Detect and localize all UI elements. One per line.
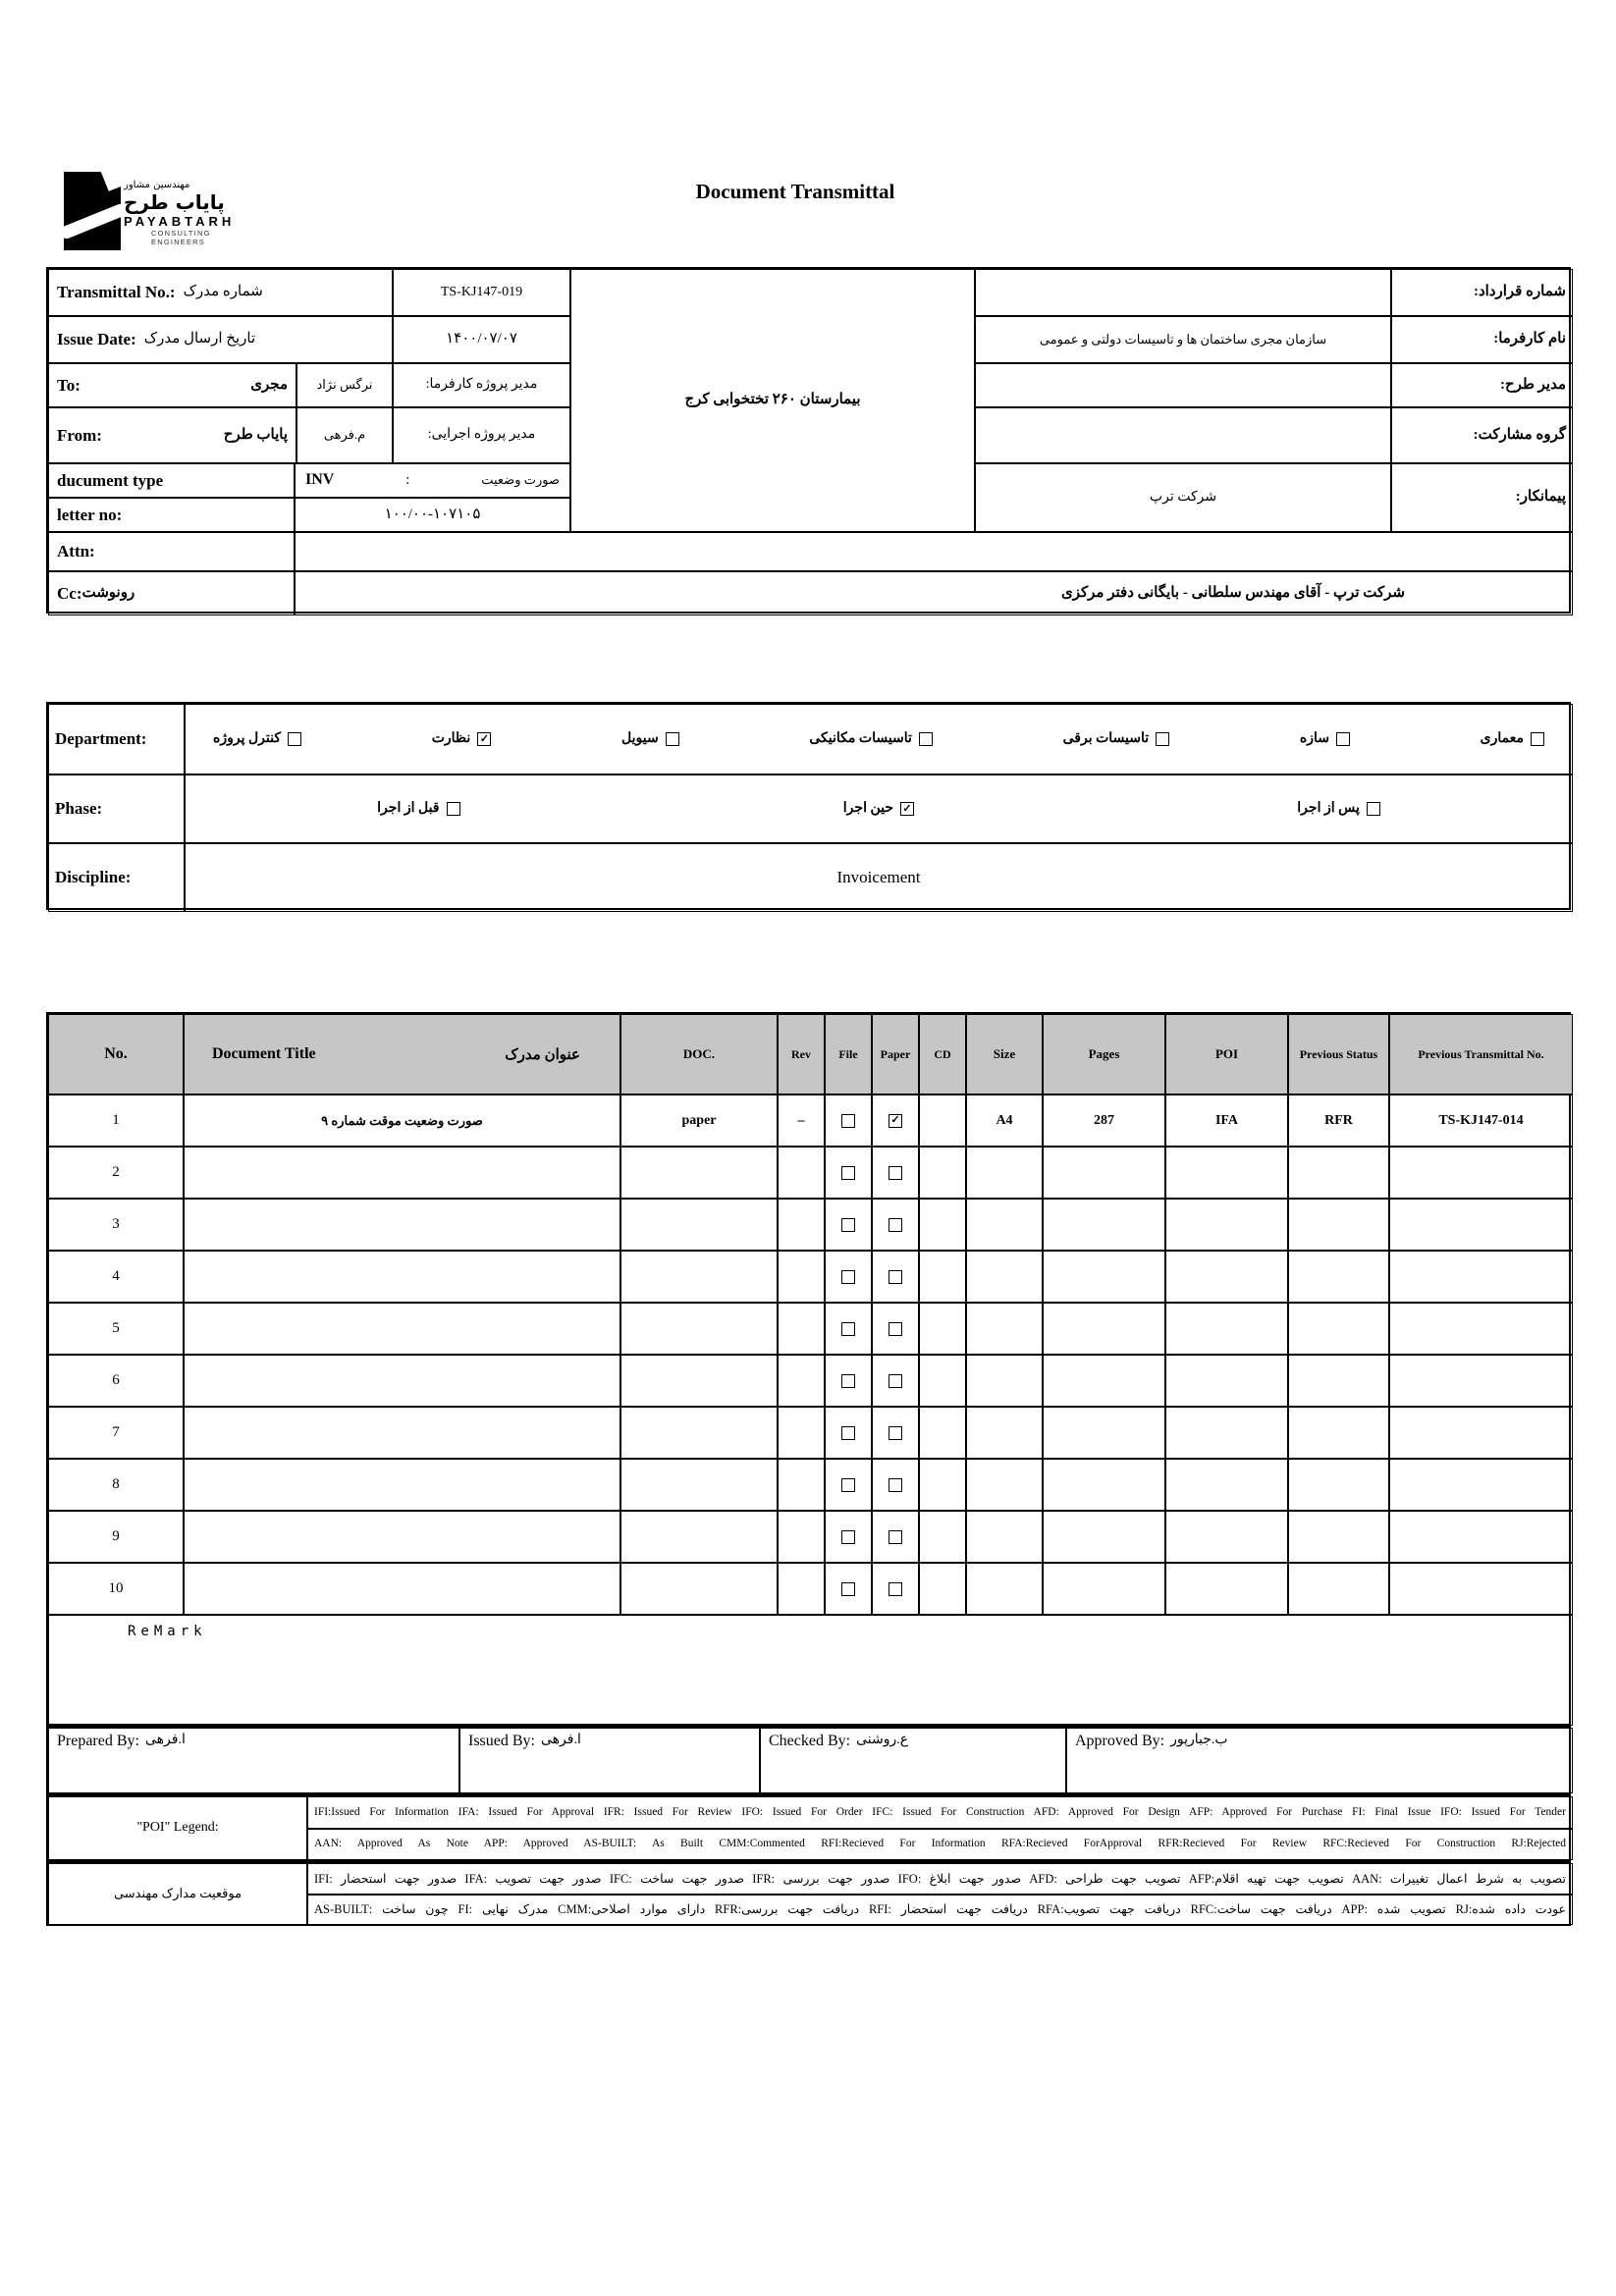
- col-header-pages: Pages: [1043, 1014, 1165, 1095]
- checkbox-pas-az-ejra[interactable]: [1367, 802, 1380, 816]
- prepared-by-cell: [48, 1728, 459, 1793]
- col-header-no: No.: [48, 1014, 184, 1095]
- letter-no-label: letter no:: [48, 498, 295, 532]
- transmittal-no-label-cell: [48, 269, 393, 316]
- checked-by-name: ع.روشنی: [856, 1733, 909, 1747]
- table-row: 5: [48, 1303, 1573, 1355]
- cc-label-fa: رونوشت: [81, 584, 135, 601]
- approved-by-cell: [1066, 1728, 1573, 1793]
- contractor-label: پیمانکار:: [1391, 463, 1573, 532]
- logo-fa-small: مهندسین مشاور: [124, 180, 190, 190]
- file-checkbox[interactable]: [841, 1478, 855, 1492]
- contract-no-value: [975, 269, 1391, 316]
- poi-legend-label: "POI" Legend:: [48, 1796, 307, 1860]
- cc-label-en: Cc:: [57, 583, 82, 603]
- transmittal-no-value: TS-KJ147-019: [393, 269, 570, 316]
- attn-value: [295, 532, 1573, 571]
- paper-checkbox[interactable]: [889, 1582, 902, 1596]
- letter-no-value: ۱۰۰/۰۰-۱۰۷۱۰۵: [295, 498, 570, 532]
- client-name-value: سازمان مجری ساختمان ها و تاسیسات دولتی و عمومی: [975, 316, 1391, 363]
- issue-date-label-cell: [48, 316, 393, 363]
- phase-options: [185, 774, 1573, 843]
- doctype-sep: :: [405, 471, 410, 488]
- fa-legend-table: [46, 1861, 1571, 1926]
- logo-swoosh-icon: [58, 202, 129, 240]
- poi-legend-en-line1: IFI:Issued For Information IFA: Issued For Approval IFR: Issued For Review IFO: Issued For Order IFC: Issued For Construction AFD: Approved For Design AFP: Approved For Purchase FI: Final Issue IFO: Issued For Tender: [307, 1796, 1573, 1829]
- to-name: نرگس نژاد: [296, 363, 393, 407]
- to-label-en: To:: [57, 375, 81, 395]
- col-header-cd: CD: [919, 1014, 966, 1095]
- phase-item-hin-ejra: ✓ حین اجرا: [843, 801, 914, 817]
- issued-by-label: Issued By:: [468, 1733, 535, 1749]
- fa-legend-label: موقعیت مدارک مهندسی: [48, 1863, 307, 1925]
- phase-item-ghabl-az-ejra: قبل از اجرا: [377, 801, 459, 817]
- phase-item-pas-az-ejra: پس از اجرا: [1297, 801, 1380, 817]
- checkbox-mekaniki[interactable]: [919, 732, 933, 746]
- client-name-label: نام کارفرما:: [1391, 316, 1573, 363]
- paper-checkbox[interactable]: [889, 1322, 902, 1336]
- department-item-sazeh: سازه: [1300, 731, 1350, 747]
- classification-table: [46, 702, 1571, 910]
- table-row: 8: [48, 1459, 1573, 1511]
- col-header-prev-transmittal: Previous Transmittal No.: [1389, 1014, 1573, 1095]
- transmittal-no-label-en: Transmittal No.:: [57, 283, 176, 302]
- approved-by-label: Approved By:: [1075, 1733, 1165, 1749]
- department-item-control-prozheh: کنترل پروژه: [213, 731, 301, 747]
- phase-label: Phase:: [48, 774, 185, 843]
- col-header-poi: POI: [1165, 1014, 1288, 1095]
- discipline-value: Invoicement: [185, 843, 1573, 912]
- approved-by-name: ب.جبارپور: [1170, 1733, 1228, 1747]
- issued-by-name: ا.فرهی: [541, 1733, 581, 1747]
- design-manager-label: مدیر طرح:: [1391, 363, 1573, 407]
- file-checkbox[interactable]: [841, 1218, 855, 1232]
- department-item-nezarat: ✓ نظارت: [432, 731, 492, 747]
- table-row: 4: [48, 1251, 1573, 1303]
- fa-legend-line1: تصویب به شرط اعمال تغییرات :AAN تصویب جهت تهیه اقلام:AFP تصویب جهت طراحی :AFD صدور جهت ابلاغ :IFO صدور جهت بررسی :IFR صدور جهت ساخت :IFC صدور جهت تصویب :IFA صدور جهت استحضار :IFI: [307, 1863, 1573, 1895]
- paper-checkbox[interactable]: [889, 1374, 902, 1388]
- table-row: 2: [48, 1147, 1573, 1199]
- remark-cell: ReMark: [48, 1615, 1573, 1726]
- department-item-mekaniki: تاسیسات مکانیکی: [809, 731, 933, 747]
- issue-date-label-fa: تاریخ ارسال مدرک: [143, 331, 256, 347]
- checkbox-hin-ejra[interactable]: ✓: [900, 802, 914, 816]
- col-header-file: File: [825, 1014, 872, 1095]
- table-row: 3: [48, 1199, 1573, 1251]
- transmittal-info-table: [46, 267, 1571, 614]
- paper-checkbox[interactable]: [889, 1478, 902, 1492]
- to-label-fa: مجری: [250, 376, 288, 393]
- documents-table-header-row: [48, 1014, 1573, 1095]
- from-role: مدیر پروژه اجرایی:: [393, 407, 570, 463]
- to-label-cell: [48, 363, 296, 407]
- doctype-value-cell: [295, 463, 570, 498]
- file-checkbox[interactable]: [841, 1582, 855, 1596]
- paper-checkbox[interactable]: [889, 1270, 902, 1284]
- signatures-row: [46, 1726, 1571, 1794]
- file-checkbox[interactable]: [841, 1322, 855, 1336]
- checkbox-nezarat[interactable]: ✓: [477, 732, 491, 746]
- logo-en-big: PAYABTARH: [124, 214, 236, 229]
- col-header-title: Document Title عنوان مدرک: [184, 1014, 620, 1095]
- contractor-value: شرکت ترپ: [975, 463, 1391, 532]
- col-header-paper: Paper: [872, 1014, 919, 1095]
- design-manager-value: [975, 363, 1391, 407]
- table-row: 1 صورت وضعیت موقت شماره ۹ paper – ✓ A4 287 IFA RFR TS-KJ147-014: [48, 1095, 1573, 1147]
- doctype-value-en: INV: [305, 471, 335, 489]
- checkbox-civil[interactable]: [666, 732, 679, 746]
- from-label-fa: پایاب طرح: [223, 426, 288, 443]
- checkbox-barghi[interactable]: [1156, 732, 1169, 746]
- page-title: Document Transmittal: [695, 180, 895, 203]
- col-header-doc: DOC.: [620, 1014, 778, 1095]
- department-item-barghi: تاسیسات برقی: [1063, 731, 1170, 747]
- doctype-label: ducument type: [48, 463, 295, 498]
- file-checkbox[interactable]: [841, 1270, 855, 1284]
- paper-checkbox-cell: [872, 1095, 919, 1147]
- payabtarh-logo-icon: [64, 172, 121, 250]
- doctype-value-fa: صورت وضعیت: [481, 472, 560, 488]
- file-checkbox-cell: [825, 1095, 872, 1147]
- checked-by-label: Checked By:: [769, 1733, 851, 1749]
- poi-legend-table: [46, 1794, 1571, 1861]
- prepared-by-label: Prepared By:: [57, 1733, 139, 1749]
- documents-table: [46, 1012, 1571, 1726]
- prepared-by-name: ا.فرهی: [144, 1733, 186, 1747]
- paper-checkbox[interactable]: ✓: [889, 1114, 902, 1128]
- department-item-memari: معماری: [1481, 731, 1544, 747]
- jv-group-value: [975, 407, 1391, 463]
- col-header-rev: Rev: [778, 1014, 825, 1095]
- col-header-prev-status: Previous Status: [1288, 1014, 1389, 1095]
- table-row: 7: [48, 1407, 1573, 1459]
- cc-value: شرکت ترپ - آقای مهندس سلطانی - بایگانی دفتر مرکزی: [295, 571, 1573, 615]
- paper-checkbox[interactable]: [889, 1426, 902, 1440]
- issue-date-value: ۱۴۰۰/۰۷/۰۷: [393, 316, 570, 363]
- contract-no-label: شماره قرارداد:: [1391, 269, 1573, 316]
- logo-en-small: CONSULTING ENGINEERS: [151, 229, 211, 246]
- jv-group-label: گروه مشارکت:: [1391, 407, 1573, 463]
- poi-legend-en-line2: AAN: Approved As Note APP: Approved AS-BUILT: As Built CMM:Commented RFI:Recieved For Information RFA:Recieved ForApproval RFR:Recieved For Review RFC:Recieved For Construction RJ:Rejected: [307, 1829, 1573, 1860]
- transmittal-no-label-fa: شماره مدرک: [183, 284, 263, 300]
- table-row: 9: [48, 1511, 1573, 1563]
- attn-label: Attn:: [48, 532, 295, 571]
- from-label-en: From:: [57, 425, 102, 445]
- department-label: Department:: [48, 704, 185, 774]
- file-checkbox[interactable]: [841, 1426, 855, 1440]
- from-label-cell: [48, 407, 296, 463]
- project-name-cell: بیمارستان ۲۶۰ تختخوابی کرج: [570, 269, 975, 532]
- paper-checkbox[interactable]: [889, 1218, 902, 1232]
- checkbox-control-prozheh[interactable]: [288, 732, 301, 746]
- logo-fa-big: پایاب طرح: [124, 190, 225, 214]
- to-role: مدیر پروژه کارفرما:: [393, 363, 570, 407]
- paper-checkbox[interactable]: [889, 1530, 902, 1544]
- issued-by-cell: [459, 1728, 760, 1793]
- department-item-civil: سیویل: [621, 731, 679, 747]
- table-row: 10: [48, 1563, 1573, 1615]
- file-checkbox[interactable]: [841, 1114, 855, 1128]
- logo-text-block: [124, 180, 242, 246]
- issue-date-label-en: Issue Date:: [57, 330, 136, 349]
- checkbox-memari[interactable]: [1531, 732, 1544, 746]
- checkbox-ghabl-az-ejra[interactable]: [447, 802, 460, 816]
- paper-checkbox[interactable]: [889, 1166, 902, 1180]
- file-checkbox[interactable]: [841, 1374, 855, 1388]
- file-checkbox[interactable]: [841, 1166, 855, 1180]
- checkbox-sazeh[interactable]: [1336, 732, 1350, 746]
- fa-legend-line2: عودت داده شده:RJ تصویب شده :APP دریافت جهت ساخت:RFC دریافت جهت تصویب:RFA دریافت جهت استحضار :RFI دریافت جهت بررسی:RFR دارای موارد اصلاحی:CMM مدرک نهایی :FI چون ساخت :AS-BUILT: [307, 1895, 1573, 1925]
- cc-label-cell: [48, 571, 295, 615]
- table-row: 6: [48, 1355, 1573, 1407]
- from-name: م.فرهی: [296, 407, 393, 463]
- col-header-size: Size: [966, 1014, 1043, 1095]
- checked-by-cell: [760, 1728, 1066, 1793]
- department-options: [185, 704, 1573, 774]
- discipline-label: Discipline:: [48, 843, 185, 912]
- file-checkbox[interactable]: [841, 1530, 855, 1544]
